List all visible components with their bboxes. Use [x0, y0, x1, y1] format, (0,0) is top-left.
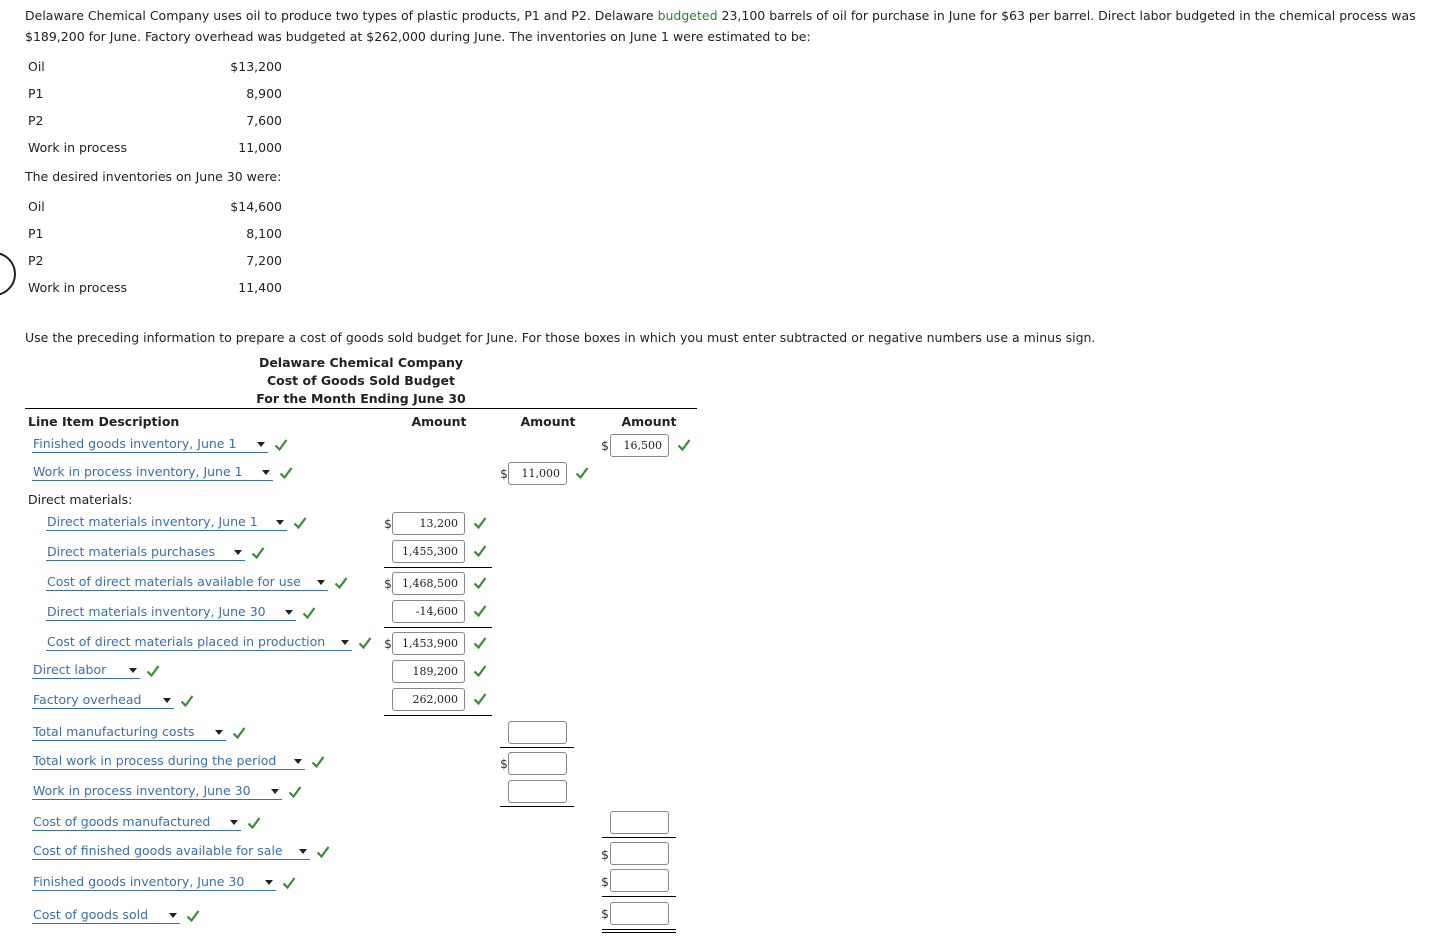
amount-fg-available[interactable]	[610, 842, 669, 865]
subtotal-rule	[602, 837, 676, 838]
chevron-down-icon	[294, 759, 302, 764]
dropdown-cogm-label: Cost of goods manufactured	[33, 814, 211, 829]
amount-total-mfg[interactable]	[508, 721, 567, 744]
currency-symbol: $	[601, 847, 609, 862]
checkmark-icon	[282, 876, 296, 890]
chevron-down-icon	[271, 789, 279, 794]
col-header-amount-3: Amount	[621, 414, 677, 429]
currency-symbol: $	[500, 756, 508, 771]
dropdown-total-wip[interactable]	[32, 753, 305, 770]
amount-direct-labor[interactable]: 189,200	[392, 660, 465, 683]
budget-period: For the Month Ending June 30	[256, 391, 466, 406]
currency-symbol: $	[500, 466, 508, 481]
amount-dm-june1[interactable]: 13,200	[392, 512, 465, 535]
total-double-rule-bottom	[602, 932, 676, 933]
checkmark-icon	[358, 636, 372, 650]
budget-title: Cost of Goods Sold Budget	[266, 373, 456, 388]
dropdown-dm-placed-label: Cost of direct materials placed in production	[47, 634, 326, 649]
amount-dm-june30[interactable]: -14,600	[392, 600, 465, 623]
inv1-label-wip: Work in process	[28, 140, 128, 155]
checkmark-icon	[473, 636, 487, 650]
dropdown-cogm[interactable]	[32, 814, 241, 831]
dropdown-total-wip-label: Total work in process during the period	[33, 753, 277, 768]
dropdown-dm-available[interactable]	[46, 574, 328, 591]
desired-heading: The desired inventories on June 30 were:	[25, 169, 282, 184]
amount-fg-june1[interactable]: 16,500	[610, 434, 669, 457]
chevron-down-icon	[341, 640, 349, 645]
header-rule	[25, 408, 697, 409]
inv30-label-p2: P2	[28, 253, 44, 268]
inv30-value-p1: 8,100	[246, 226, 282, 241]
checkmark-icon	[146, 664, 160, 678]
chevron-down-icon	[163, 698, 171, 703]
amount-dm-purchases[interactable]: 1,455,300	[392, 540, 465, 563]
currency-symbol: $	[384, 636, 392, 651]
dropdown-fg-june1[interactable]	[32, 436, 268, 453]
inv30-value-wip: 11,400	[238, 280, 282, 295]
amount-wip-june1[interactable]: 11,000	[508, 462, 567, 485]
dropdown-wip-june30-label: Work in process inventory, June 30	[33, 783, 251, 798]
chevron-down-icon	[276, 520, 284, 525]
currency-symbol: $	[601, 874, 609, 889]
dropdown-total-mfg[interactable]	[32, 724, 226, 741]
dropdown-wip-june1-label: Work in process inventory, June 1	[33, 464, 243, 479]
dropdown-factory-overhead-label: Factory overhead	[33, 692, 142, 707]
chevron-down-icon	[129, 668, 137, 673]
chevron-down-icon	[285, 610, 293, 615]
chevron-down-icon	[230, 820, 238, 825]
inv30-value-oil: $14,600	[230, 199, 282, 214]
inv30-label-wip: Work in process	[28, 280, 128, 295]
subtotal-rule	[384, 567, 492, 568]
dropdown-total-mfg-label: Total manufacturing costs	[33, 724, 195, 739]
dropdown-dm-purchases[interactable]	[46, 544, 245, 561]
checkmark-icon	[302, 606, 316, 620]
checkmark-icon	[473, 664, 487, 678]
inv1-value-wip: 11,000	[238, 140, 282, 155]
dropdown-fg-june1-label: Finished goods inventory, June 1	[33, 436, 237, 451]
dropdown-dm-available-label: Cost of direct materials available for use	[47, 574, 301, 589]
dropdown-dm-june1[interactable]	[46, 514, 287, 531]
dropdown-direct-labor[interactable]	[32, 662, 140, 679]
subtotal-rule	[602, 896, 676, 897]
dropdown-dm-june30[interactable]	[46, 604, 296, 621]
dropdown-wip-june30[interactable]	[32, 783, 282, 800]
dropdown-dm-june1-label: Direct materials inventory, June 1	[47, 514, 258, 529]
amount-dm-placed[interactable]: 1,453,900	[392, 632, 465, 655]
chevron-down-icon	[317, 580, 325, 585]
amount-fg-june30[interactable]	[610, 869, 669, 892]
instructions: Use the preceding information to prepare a cost of goods sold budget for June. For those boxes in which you must enter subtracted or negative numbers use a minus sign.	[25, 330, 1096, 345]
problem-intro	[25, 5, 1440, 47]
inv30-value-p2: 7,200	[246, 253, 282, 268]
checkmark-icon	[274, 438, 288, 452]
checkmark-icon	[251, 546, 265, 560]
inv30-label-oil: Oil	[28, 199, 45, 214]
direct-materials-label: Direct materials:	[28, 492, 133, 507]
total-double-rule-top	[602, 929, 676, 930]
subtotal-rule	[384, 627, 492, 628]
checkmark-icon	[473, 544, 487, 558]
checkmark-icon	[473, 604, 487, 618]
inv30-label-p1: P1	[28, 226, 44, 241]
subtotal-rule	[500, 806, 574, 807]
checkmark-icon	[232, 726, 246, 740]
dropdown-cogs-label: Cost of goods sold	[33, 907, 149, 922]
chevron-down-icon	[265, 880, 273, 885]
amount-wip-june30[interactable]	[508, 780, 567, 803]
chevron-down-icon	[234, 550, 242, 555]
inv1-label-p2: P2	[28, 113, 44, 128]
chevron-down-icon	[169, 913, 177, 918]
amount-dm-available[interactable]: 1,468,500	[392, 572, 465, 595]
company-name: Delaware Chemical Company	[258, 355, 464, 370]
amount-total-wip[interactable]	[508, 752, 567, 775]
checkmark-icon	[311, 755, 325, 769]
dropdown-fg-june30-label: Finished goods inventory, June 30	[33, 874, 245, 889]
currency-symbol: $	[384, 516, 392, 531]
inv1-label-p1: P1	[28, 86, 44, 101]
chevron-down-icon	[215, 730, 223, 735]
dropdown-cogs[interactable]	[32, 907, 180, 924]
subtotal-rule	[384, 715, 492, 716]
checkmark-icon	[180, 694, 194, 708]
checkmark-icon	[473, 576, 487, 590]
col-header-description: Line Item Description	[28, 414, 180, 429]
budgeted-link[interactable]: budgeted	[657, 8, 718, 23]
intro-text-1: Delaware Chemical Company uses oil to produce two types of plastic products, P1 and P2. Delaware	[25, 8, 658, 23]
checkmark-icon	[316, 845, 330, 859]
dropdown-direct-labor-label: Direct labor	[33, 662, 107, 677]
dropdown-dm-placed[interactable]	[46, 634, 352, 651]
chevron-down-icon	[299, 849, 307, 854]
checkmark-icon	[247, 816, 261, 830]
col-header-amount-2: Amount	[520, 414, 576, 429]
side-nav-circle[interactable]	[0, 252, 16, 296]
inv1-value-oil: $13,200	[230, 59, 282, 74]
checkmark-icon	[293, 516, 307, 530]
dropdown-fg-available[interactable]	[32, 843, 310, 860]
checkmark-icon	[575, 466, 589, 480]
currency-symbol: $	[384, 576, 392, 591]
checkmark-icon	[279, 466, 293, 480]
checkmark-icon	[473, 516, 487, 530]
currency-symbol: $	[601, 906, 609, 921]
subtotal-rule	[500, 747, 574, 748]
checkmark-icon	[677, 438, 691, 452]
dropdown-fg-june30[interactable]	[32, 874, 276, 891]
intro-text-2: 23,100 barrels of oil for purchase in June for $63 per barrel. Direct labor budgeted in the chemical process was $189,200 for June. Factory overhead was budgeted at $262,000 during June. The inventories on June 1 were estimated to be:	[25, 8, 1416, 44]
dropdown-wip-june1[interactable]	[32, 464, 273, 481]
dropdown-dm-june30-label: Direct materials inventory, June 30	[47, 604, 266, 619]
chevron-down-icon	[262, 470, 270, 475]
chevron-down-icon	[257, 442, 265, 447]
dropdown-factory-overhead[interactable]	[32, 692, 174, 709]
inv1-label-oil: Oil	[28, 59, 45, 74]
checkmark-icon	[334, 576, 348, 590]
col-header-amount-1: Amount	[411, 414, 467, 429]
inv1-value-p2: 7,600	[246, 113, 282, 128]
currency-symbol: $	[601, 438, 609, 453]
checkmark-icon	[186, 909, 200, 923]
dropdown-dm-purchases-label: Direct materials purchases	[47, 544, 215, 559]
amount-factory-overhead[interactable]: 262,000	[392, 688, 465, 711]
checkmark-icon	[473, 692, 487, 706]
inv1-value-p1: 8,900	[246, 86, 282, 101]
amount-cogm[interactable]	[610, 811, 669, 834]
amount-cogs[interactable]	[610, 902, 669, 925]
dropdown-fg-available-label: Cost of finished goods available for sale	[33, 843, 283, 858]
checkmark-icon	[288, 785, 302, 799]
